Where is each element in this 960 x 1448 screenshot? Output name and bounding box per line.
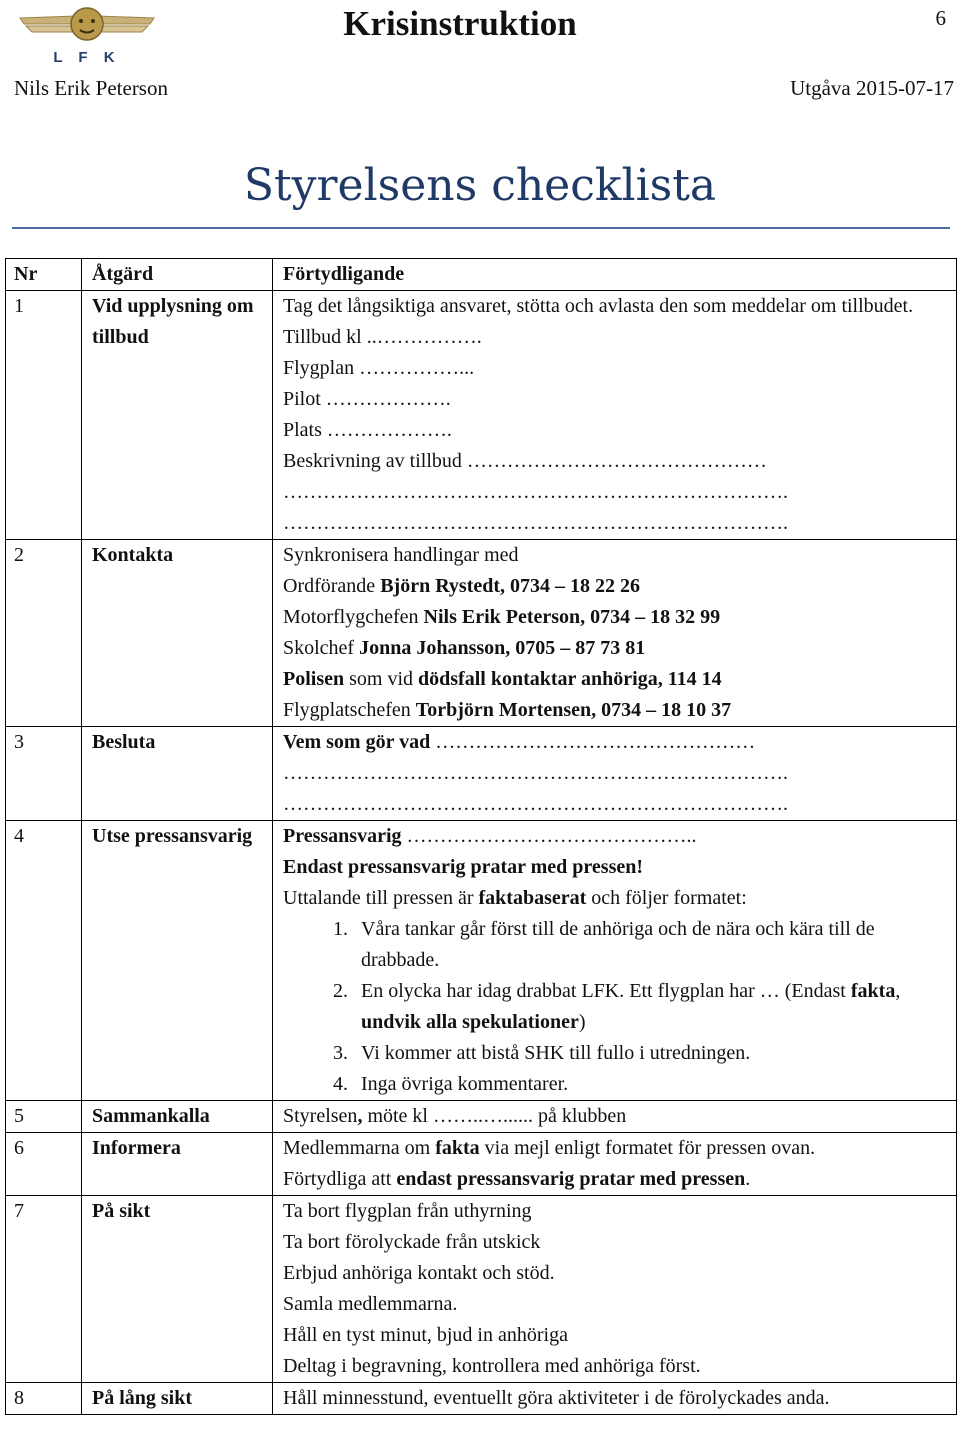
page-heading: Styrelsens checklista: [243, 160, 717, 211]
author-name: Nils Erik Peterson: [14, 76, 168, 100]
row-number: 2: [6, 540, 82, 727]
table-row: [6, 291, 957, 540]
form-field: Flygplan ……………...: [283, 357, 475, 379]
row-action: Sammankalla: [82, 1101, 273, 1133]
heading-underline: [12, 227, 950, 229]
row-number: 6: [6, 1133, 82, 1196]
row-clarification: [273, 540, 957, 727]
form-field: Vem som gör vad …………………………………………: [283, 731, 756, 753]
task-line: Ta bort förolyckade från utskick: [283, 1231, 541, 1253]
row-action: Besluta: [82, 727, 273, 821]
row-text: Uttalande till pressen är faktabaserat och följer formatet:: [283, 887, 747, 909]
row-action: Vid upplysning om tillbud: [82, 291, 273, 540]
page-number: 6: [935, 6, 946, 30]
row-text: Synkronisera handlingar med: [283, 544, 519, 566]
list-item: 2. En olycka har idag drabbat LFK. Ett flygplan har … (Endast fakta, undvik alla spekulationer): [353, 976, 956, 1038]
row-clarification: [273, 1133, 957, 1196]
header-action: Åtgärd: [82, 259, 273, 291]
form-field: ………………………………………………………………….: [283, 481, 788, 503]
row-clarification: [273, 1196, 957, 1383]
row-action: Utse pressansvarig: [82, 821, 273, 1101]
row-text: Håll minnesstund, eventuellt göra aktiviteter i de förolyckades anda.: [283, 1387, 830, 1409]
task-line: Erbjud anhöriga kontakt och stöd.: [283, 1262, 555, 1284]
list-item: 4. Inga övriga kommentarer.: [353, 1069, 956, 1100]
table-row: [6, 1196, 957, 1383]
press-statement-list: [283, 914, 956, 1100]
row-number: 3: [6, 727, 82, 821]
table-row: [6, 727, 957, 821]
form-field: Beskrivning av tillbud ………………………………………: [283, 450, 767, 472]
row-clarification: [273, 821, 957, 1101]
logo-text: L F K: [53, 49, 121, 66]
header-nr: Nr: [6, 259, 82, 291]
task-line: Håll en tyst minut, bjud in anhöriga: [283, 1324, 568, 1346]
contact-line: Motorflygchefen Nils Erik Peterson, 0734 – 18 32 99: [283, 606, 721, 628]
task-line: Deltag i begravning, kontrollera med anhöriga först.: [283, 1355, 701, 1377]
contact-line: Ordförande Björn Rystedt, 0734 – 18 22 26: [283, 575, 641, 597]
table-header-row: [6, 259, 957, 291]
contact-line: Polisen som vid dödsfall kontaktar anhöriga, 114 14: [283, 668, 722, 690]
row-text: Endast pressansvarig pratar med pressen!: [283, 856, 644, 878]
list-item: 3. Vi kommer att bistå SHK till fullo i utredningen.: [353, 1038, 956, 1069]
form-field: Pilot ……………….: [283, 388, 451, 410]
contact-line: Flygplatschefen Torbjörn Mortensen, 0734 – 18 10 37: [283, 699, 732, 721]
row-clarification: [273, 1383, 957, 1415]
row-action: Informera: [82, 1133, 273, 1196]
table-row: [6, 821, 957, 1101]
table-row: [6, 1133, 957, 1196]
row-text: Förtydliga att endast pressansvarig pratar med pressen.: [283, 1168, 751, 1190]
table-row: [6, 540, 957, 727]
list-item: 1. Våra tankar går först till de anhöriga och de nära och kära till de drabbade.: [353, 914, 956, 976]
header-clarification: Förtydligande: [273, 259, 957, 291]
lfk-logo: [16, 4, 158, 66]
row-action: Kontakta: [82, 540, 273, 727]
row-action: På sikt: [82, 1196, 273, 1383]
row-text: Styrelsen, möte kl ……..…...... på klubben: [283, 1105, 627, 1127]
task-line: Ta bort flygplan från uthyrning: [283, 1200, 532, 1222]
edition-date: Utgåva 2015-07-17: [790, 76, 954, 100]
form-field: ………………………………………………………………….: [283, 762, 788, 784]
row-number: 7: [6, 1196, 82, 1383]
form-field: ………………………………………………………………….: [283, 512, 788, 534]
row-clarification: [273, 291, 957, 540]
table-row: [6, 1101, 957, 1133]
form-field: ………………………………………………………………….: [283, 793, 788, 815]
row-number: 5: [6, 1101, 82, 1133]
row-clarification: [273, 1101, 957, 1133]
row-number: 1: [6, 291, 82, 540]
row-number: 8: [6, 1383, 82, 1415]
row-action: På lång sikt: [82, 1383, 273, 1415]
task-line: Samla medlemmarna.: [283, 1293, 458, 1315]
row-text: Medlemmarna om fakta via mejl enligt formatet för pressen ovan.: [283, 1137, 816, 1159]
row-number: 4: [6, 821, 82, 1101]
form-field: Pressansvarig ……………………………………..: [283, 825, 697, 847]
contact-line: Skolchef Jonna Johansson, 0705 – 87 73 81: [283, 637, 646, 659]
form-field: Plats ……………….: [283, 419, 452, 441]
document-title: Krisinstruktion: [343, 4, 577, 43]
form-field: Tillbud kl ..…………….: [283, 326, 482, 348]
row-clarification: [273, 727, 957, 821]
row-text: Tag det långsiktiga ansvaret, stötta och avlasta den som meddelar om tillbudet.: [283, 295, 914, 317]
checklist-table: [5, 258, 957, 1415]
table-row: [6, 1383, 957, 1415]
